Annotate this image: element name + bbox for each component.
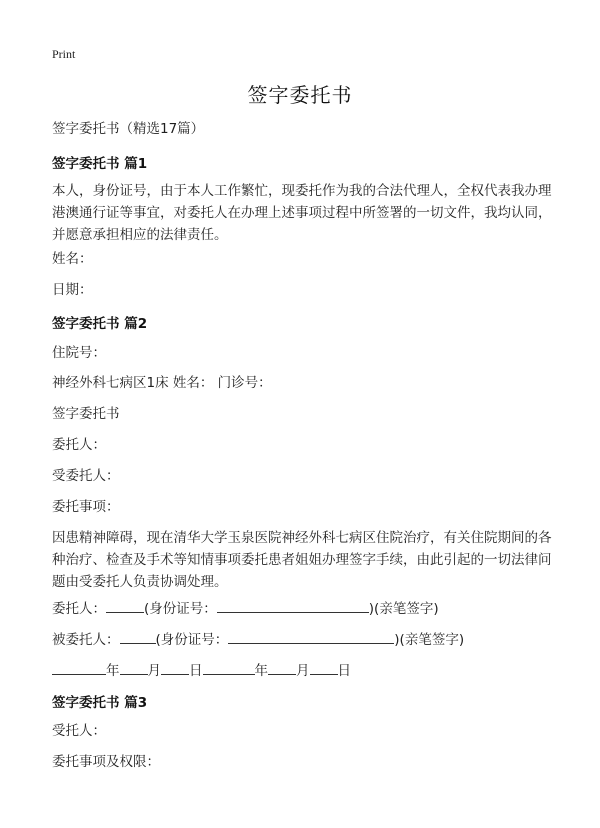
principal-sign-suffix: )(亲笔签字) — [368, 601, 439, 617]
section-2-heading: 签字委托书 篇2 — [52, 316, 148, 332]
year-blank-2 — [203, 660, 255, 675]
month-blank-2 — [268, 660, 296, 675]
print-link[interactable]: Print — [52, 47, 76, 61]
year-blank-1 — [52, 660, 106, 675]
authority-label: 委托事项及权限： — [52, 754, 160, 770]
principal-sign-label: 委托人： — [52, 601, 106, 617]
day-label-1: 日 — [189, 663, 203, 679]
agent-sign-suffix: )(亲笔签字) — [394, 632, 465, 648]
agent-label: 受委托人： — [52, 468, 120, 484]
year-label-1: 年 — [106, 663, 120, 679]
agent-id-blank — [228, 629, 394, 644]
agent-name-blank — [120, 629, 156, 644]
agent-id-label: (身份证号： — [155, 632, 229, 648]
agent-sign-label: 被委托人： — [52, 632, 120, 648]
day-blank-1 — [161, 660, 189, 675]
date-signature-line — [52, 660, 351, 680]
section-2-body: 因患精神障碍，现在清华大学玉泉医院神经外科七病区住院治疗，有关住院期间的各种治疗、检查及手术等知情事项委托患者姐姐办理签字手续，由此引起的一切法律问题由受委托人负责协调处理。 — [52, 530, 552, 590]
section-1-heading: 签字委托书 篇1 — [52, 156, 148, 172]
principal-id-label: (身份证号： — [144, 601, 217, 617]
page-title: 签字委托书 — [247, 83, 353, 107]
ward-info-line: 神经外科七病区1床 姓名： 门诊号： — [52, 375, 272, 391]
principal-name-blank — [106, 598, 144, 613]
month-label-2: 月 — [296, 663, 310, 679]
matters-label: 委托事项： — [52, 499, 120, 515]
day-label-2: 日 — [337, 663, 351, 679]
document-name: 签字委托书 — [52, 406, 120, 422]
date-label: 日期： — [52, 282, 93, 298]
section-3-heading: 签字委托书 篇3 — [52, 695, 148, 711]
principal-id-blank — [217, 598, 369, 613]
name-label: 姓名： — [52, 251, 93, 267]
principal-label: 委托人： — [52, 437, 106, 453]
principal-signature-line — [52, 598, 439, 618]
year-label-2: 年 — [254, 663, 268, 679]
section-1-body: 本人，身份证号，由于本人工作繁忙，现委托作为我的合法代理人，全权代表我办理港澳通行证等事宜，对委托人在办理上述事项过程中所签署的一切文件，我均认同，并愿意承担相应的法律责任。 — [52, 183, 552, 243]
trustee-label: 受托人： — [52, 723, 106, 739]
agent-signature-line — [52, 629, 464, 649]
month-blank-1 — [120, 660, 148, 675]
hospital-number-label: 住院号： — [52, 345, 106, 361]
day-blank-2 — [310, 660, 338, 675]
document-subtitle: 签字委托书（精选17篇） — [52, 121, 205, 137]
month-label-1: 月 — [147, 663, 161, 679]
